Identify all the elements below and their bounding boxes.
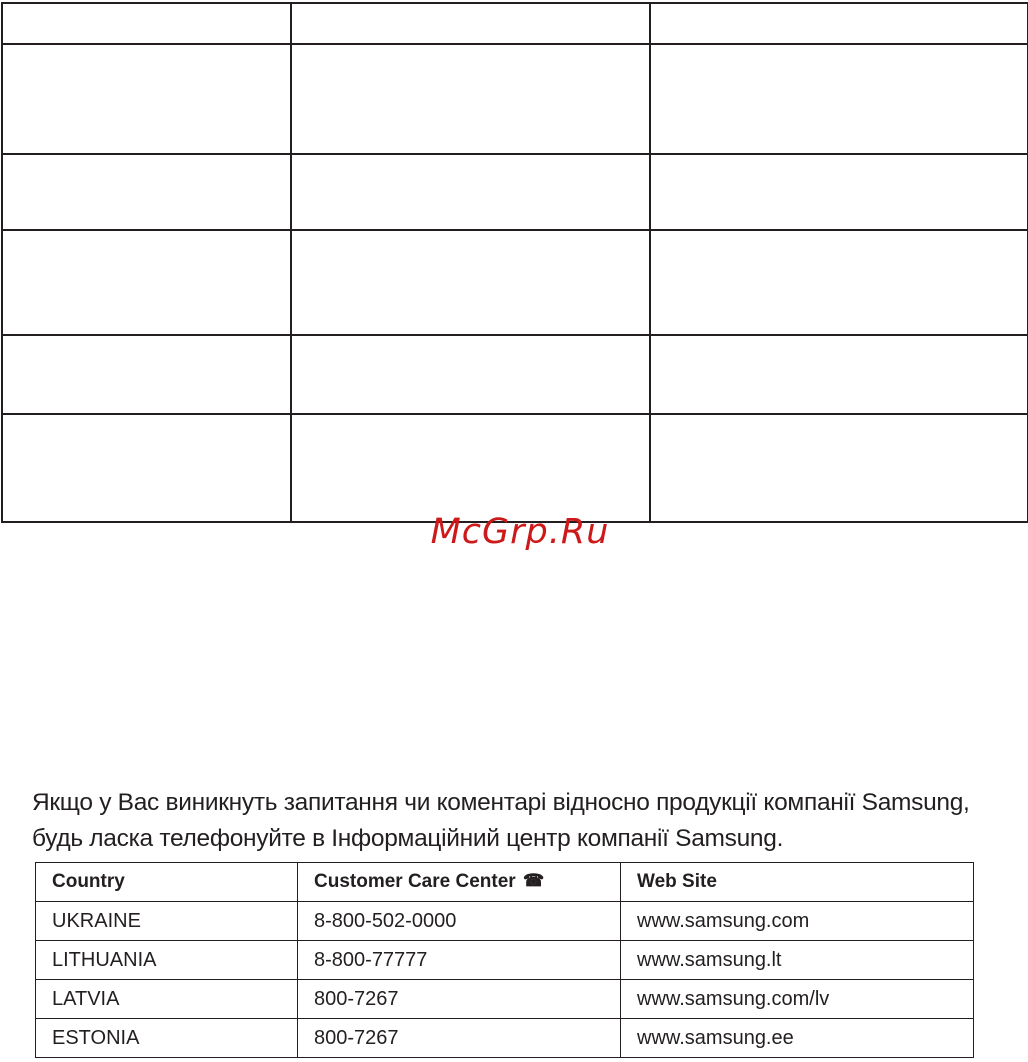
table-cell	[291, 3, 650, 44]
phone-cell: 800-7267	[298, 980, 621, 1019]
table-cell	[2, 154, 291, 230]
phone-icon: ☎	[522, 871, 545, 890]
table-cell	[650, 3, 1028, 44]
table-cell	[2, 44, 291, 154]
table-cell	[650, 44, 1028, 154]
intro-paragraph	[32, 785, 1022, 857]
table-cell	[2, 230, 291, 335]
web-cell: www.samsung.com/lv	[621, 980, 974, 1019]
table-cell	[650, 335, 1028, 414]
header-care-center	[298, 863, 621, 902]
web-cell: www.samsung.com	[621, 902, 974, 941]
phone-cell: 8-800-77777	[298, 941, 621, 980]
table-row	[2, 44, 1028, 154]
country-cell: LITHUANIA	[36, 941, 298, 980]
table-cell	[291, 154, 650, 230]
country-cell: LATVIA	[36, 980, 298, 1019]
table-cell	[650, 414, 1028, 522]
table-row	[36, 980, 974, 1019]
phone-cell: 8-800-502-0000	[298, 902, 621, 941]
table-cell	[2, 3, 291, 44]
table-cell	[291, 335, 650, 414]
web-cell: www.samsung.ee	[621, 1019, 974, 1058]
header-web-site: Web Site	[621, 863, 974, 902]
table-cell	[2, 414, 291, 522]
table-row	[36, 902, 974, 941]
table-row	[2, 3, 1028, 44]
table-row	[36, 1019, 974, 1058]
table-cell	[291, 414, 650, 522]
table-row	[2, 230, 1028, 335]
country-cell: UKRAINE	[36, 902, 298, 941]
country-cell: ESTONIA	[36, 1019, 298, 1058]
header-care-center-label: Customer Care Center	[314, 871, 516, 892]
intro-line-2: будь ласка телефонуйте в Інформаційний центр компанії Samsung.	[32, 825, 784, 852]
header-country: Country	[36, 863, 298, 902]
web-cell: www.samsung.lt	[621, 941, 974, 980]
table-cell	[291, 230, 650, 335]
contact-table-header	[36, 863, 974, 902]
table-cell	[291, 44, 650, 154]
phone-cell: 800-7267	[298, 1019, 621, 1058]
contact-table	[35, 862, 974, 1058]
table-cell	[650, 230, 1028, 335]
table-row	[36, 941, 974, 980]
table-cell	[2, 335, 291, 414]
table-row	[2, 154, 1028, 230]
empty-grid-table	[1, 2, 1028, 523]
table-cell	[650, 154, 1028, 230]
intro-line-1: Якщо у Вас виникнуть запитання чи коментарі відносно продукції компанії Samsung,	[32, 789, 970, 816]
table-row	[2, 335, 1028, 414]
watermark-text: McGrp.Ru	[430, 512, 610, 552]
table-row	[2, 414, 1028, 522]
